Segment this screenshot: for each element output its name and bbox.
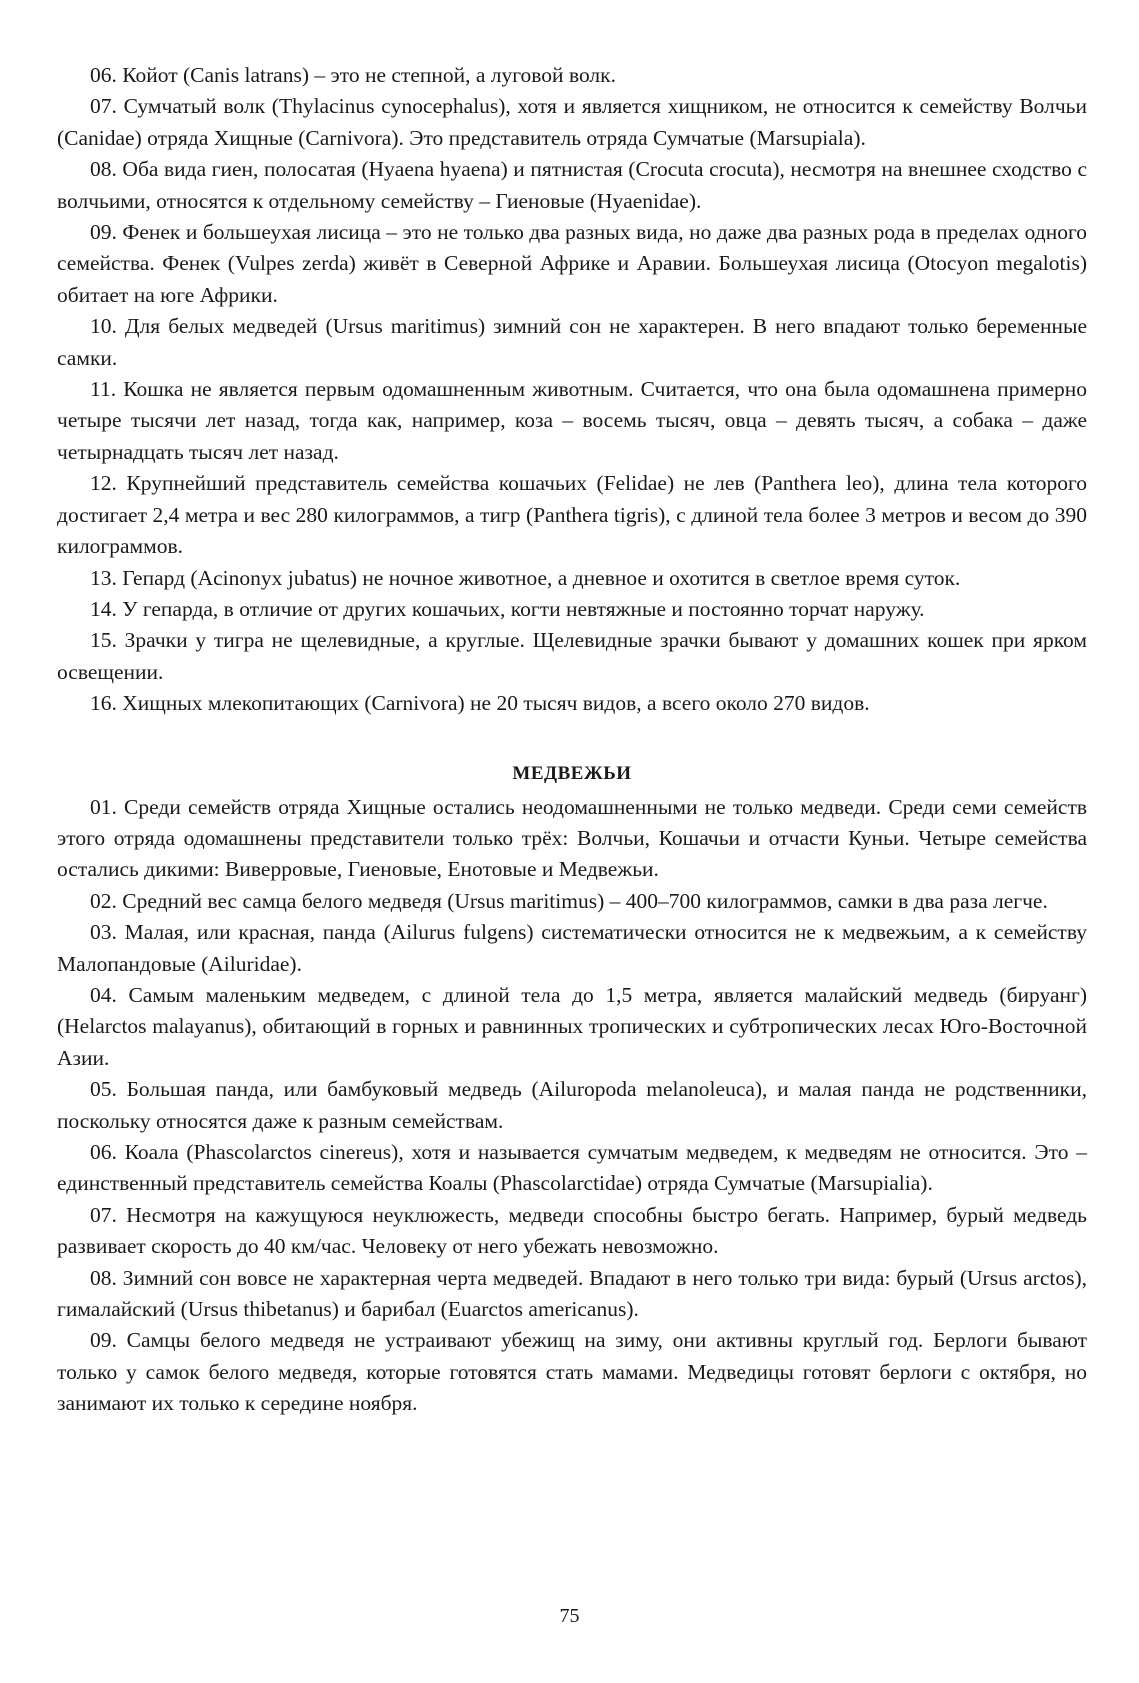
paragraph-06-coyote: 06. Койот (Canis latrans) – это не степной, а луговой волк. [90,63,616,87]
paragraph-09-polar-bear-dens: 09. Самцы белого медведя не устраивают убежищ на зиму, они активны круглый год. Берлоги бывают только у самок белого медведя, которые готовятся стать мамами. Медведицы готовят берлоги с октября, но занимают их только к середине ноября. [57,1328,1087,1416]
paragraph-11-cat-domestication: 11. Кошка не является первым одомашненным животным. Считается, что она была одомашнена примерно четыре тысячи лет назад, тогда как, например, коза – восемь тысяч, овца – девять тысяч, а собака – даже четырнадцать тысяч лет назад. [57,377,1087,464]
paragraph-02-polar-bear-weight: 02. Средний вес самца белого медведя (Ursus maritimus) – 400–700 килограммов, самки в два раза легче. [90,888,1048,913]
page-content [57,60,1087,1420]
section-canids-facts [57,60,1087,720]
paragraph-01-carnivora-families: 01. Среди семейств отряда Хищные остались неодомашненными не только медведи. Среди семи семейств этого отряда одомашнены представители только трёх: Волчьи, Кошачьи и отчасти Куньи. Четыре семейства остались дикими: Виверровые, Гиеновые, Енотовые и Медвежьи. [57,794,1087,882]
paragraph-16-carnivora-count: 16. Хищных млекопитающих (Carnivora) не 20 тысяч видов, а всего около 270 видов. [90,691,870,716]
paragraph-06-koala: 06. Коала (Phascolarctos cinereus), хотя и называется сумчатым медведем, к медведям не относится. Это – единственный представитель семейства Коалы (Phascolarctidae) отряда Сумчатые (Marsupialia). [57,1140,1087,1196]
page-number: 75 [559,1605,580,1627]
paragraph-09-fennec: 09. Фенек и большеухая лисица – это не только два разных вида, но даже два разных рода в пределах одного семейства. Фенек (Vulpes zerda) живёт в Северной Африке и Аравии. Большеухая лисица (Otocyon megalotis) обитает на юге Африки. [57,220,1087,307]
section-heading-bears: МЕДВЕЖЬИ [512,762,632,784]
paragraph-03-red-panda: 03. Малая, или красная, панда (Ailurus fulgens) систематически относится не к медвежьим, а к семейству Малопандовые (Ailuridae). [57,920,1087,976]
paragraph-07-bear-speed: 07. Несмотря на кажущуюся неуклюжесть, медведи способны быстро бегать. Например, бурый медведь развивает скорость до 40 км/час. Человеку от него убежать невозможно. [57,1202,1087,1259]
paragraph-07-thylacine: 07. Сумчатый волк (Thylacinus cynocephalus), хотя и является хищником, не относится к семейству Волчьи (Canidae) отряда Хищные (Carnivora). Это представитель отряда Сумчатые (Marsupiala). [57,94,1087,150]
paragraph-05-giant-panda: 05. Большая панда, или бамбуковый медведь (Ailuropoda melanoleuca), и малая панда не родственники, поскольку относятся даже к разным семействам. [57,1077,1087,1133]
paragraph-15-tiger-pupils: 15. Зрачки у тигра не щелевидные, а круглые. Щелевидные зрачки бывают у домашних кошек при ярком освещении. [57,628,1087,684]
paragraph-12-largest-felid: 12. Крупнейший представитель семейства кошачьих (Felidae) не лев (Panthera leo), длина тела которого достигает 2,4 метра и вес 280 килограммов, а тигр (Panthera tigris), с длиной тела более 3 метров и весом до 390 килограммов. [57,471,1087,559]
paragraph-08-winter-sleep: 08. Зимний сон вовсе не характерная черта медведей. Впадают в него только три вида: бурый (Ursus arctos), гималайский (Ursus thibetanus) и барибал (Euarctos americanus). [57,1265,1087,1322]
section-bears-facts [57,792,1087,1420]
paragraph-14-cheetah-claws: 14. У гепарда, в отличие от других кошачьих, когти невтяжные и постоянно торчат наружу. [90,596,925,621]
paragraph-13-cheetah-diurnal: 13. Гепард (Acinonyx jubatus) не ночное животное, а дневное и охотится в светлое время суток. [90,565,961,590]
paragraph-08-hyenas: 08. Оба вида гиен, полосатая (Hyaena hyaena) и пятнистая (Crocuta crocuta), несмотря на внешнее сходство с волчьими, относятся к отдельному семейству – Гиеновые (Hyaenidae). [57,157,1087,213]
paragraph-10-polar-bear-sleep: 10. Для белых медведей (Ursus maritimus) зимний сон не характерен. В него впадают только беременные самки. [57,314,1087,370]
paragraph-04-sun-bear: 04. Самым маленьким медведем, с длиной тела до 1,5 метра, является малайский медведь (бируанг) (Helarctos malayanus), обитающий в горных и равнинных тропических и субтропических лесах Юго-Восточной Азии. [57,982,1087,1070]
